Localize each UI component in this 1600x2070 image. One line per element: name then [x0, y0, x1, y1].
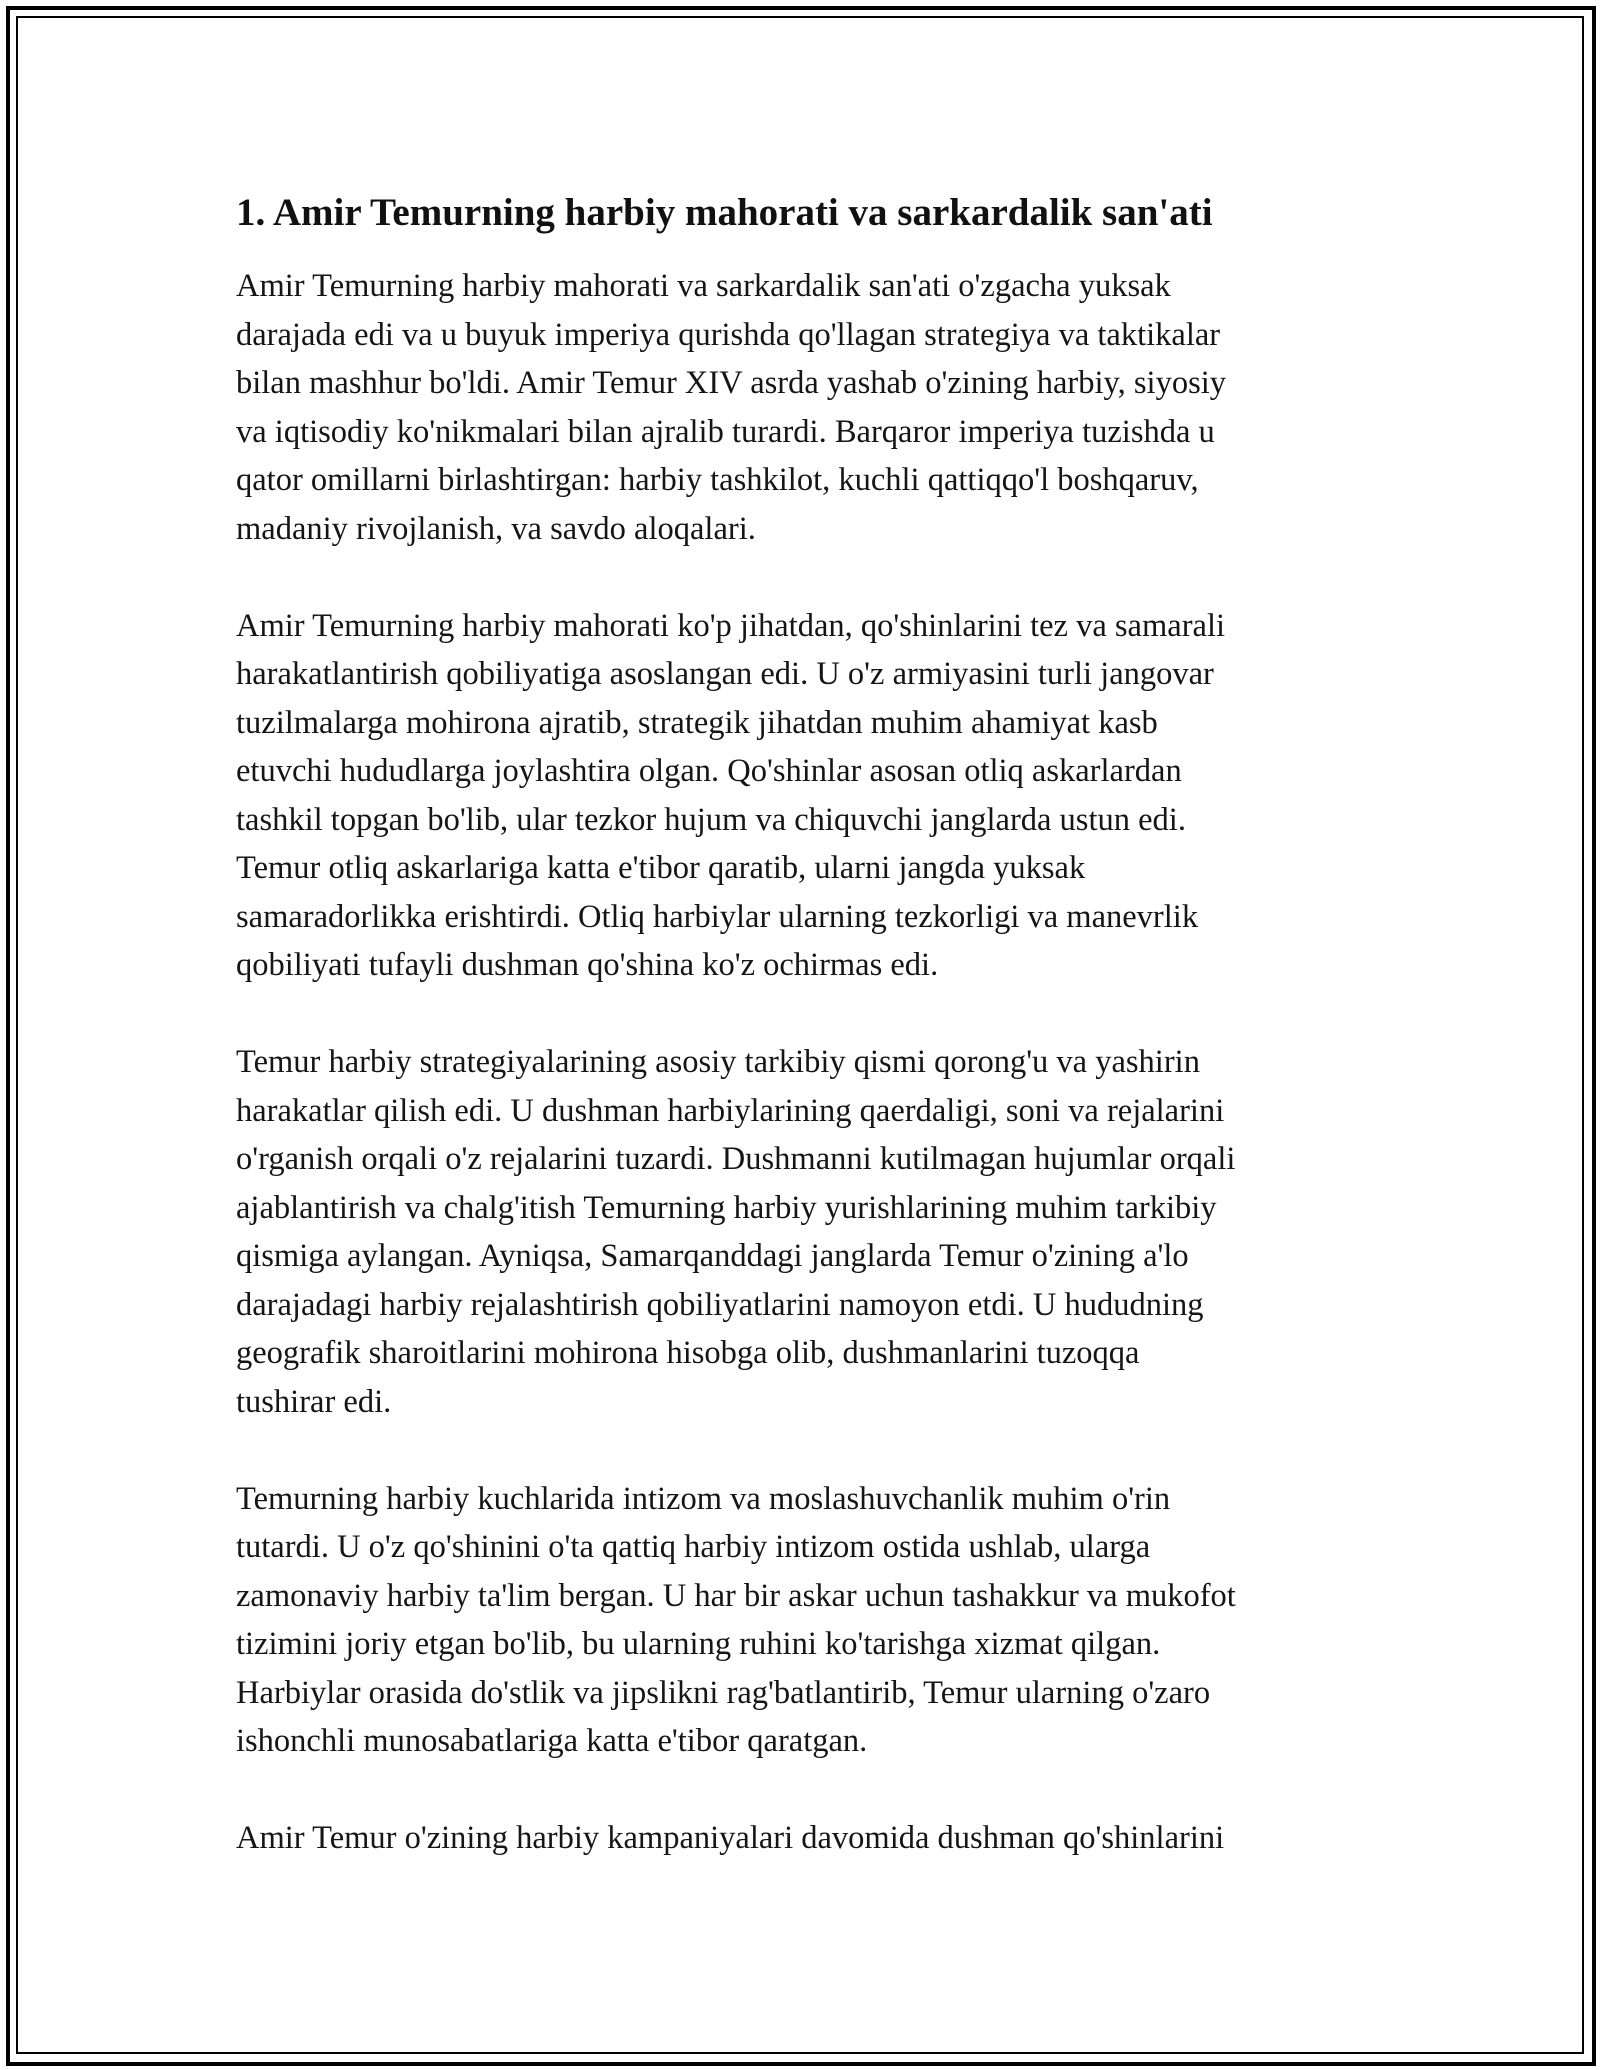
text-line: Amir Temur o'zining harbiy kampaniyalari davomida dushman qo'shinlarini [236, 1820, 1225, 1856]
paragraph [236, 262, 1396, 553]
text-line: qismiga aylangan. Ayniqsa, Samarqanddagi janglarda Temur o'zining a'lo [236, 1238, 1189, 1274]
text-line: samaradorlikka erishtirdi. Otliq harbiylar ularning tezkorligi va manevrlik [236, 898, 1199, 935]
text-line: Temurning harbiy kuchlarida intizom va moslashuvchanlik muhim o'rin [236, 1480, 1171, 1517]
text-line: tutardi. U o'z qo'shinini o'ta qattiq harbiy intizom ostida ushlab, ularga [236, 1529, 1151, 1565]
text-line: etuvchi hududlarga joylashtira olgan. Qo'shinlar asosan otliq askarlardan [236, 753, 1182, 789]
text-line: Amir Temurning harbiy mahorati ko'p jihatdan, qo'shinlarini tez va samarali [236, 607, 1225, 644]
text-line: ajablantirish va chalg'itish Temurning harbiy yurishlarining muhim tarkibiy [236, 1189, 1217, 1226]
text-line: harakatlantirish qobiliyatiga asoslangan edi. U o'z armiyasini turli jangovar [236, 656, 1214, 692]
text-line: tuzilmalarga mohirona ajratib, strategik jihatdan muhim ahamiyat kasb [236, 704, 1158, 741]
text-line: harakatlar qilish edi. U dushman harbiylarining qaerdaligi, soni va rejalarini [236, 1092, 1225, 1129]
text-line: geografik sharoitlarini mohirona hisobga olib, dushmanlarini tuzoqqa [236, 1335, 1140, 1371]
text-line: darajada edi va u buyuk imperiya qurishda qo'llagan strategiya va taktikalar [236, 316, 1221, 353]
text-line: Harbiylar orasida do'stlik va jipslikni rag'batlantirib, Temur ularning o'zaro [236, 1674, 1211, 1711]
text-line: Amir Temurning harbiy mahorati va sarkardalik san'ati o'zgacha yuksak [236, 268, 1171, 304]
paragraph [236, 1814, 1396, 1863]
text-line: Temur otliq askarlariga katta e'tibor qaratib, ularni jangda yuksak [236, 850, 1086, 886]
text-line: tizimini joriy etgan bo'lib, bu ularning ruhini ko'tarishga xizmat qilgan. [236, 1626, 1161, 1662]
paragraph [236, 602, 1396, 990]
paragraph [236, 1038, 1396, 1426]
text-line: Temur harbiy strategiyalarining asosiy tarkibiy qismi qorong'u va yashirin [236, 1044, 1200, 1080]
paragraph [236, 1475, 1396, 1766]
document-body [236, 188, 1396, 1911]
text-line: va iqtisodiy ko'nikmalari bilan ajralib turardi. Barqaror imperiya tuzishda u [236, 413, 1215, 450]
text-line: darajadagi harbiy rejalashtirish qobiliyatlarini namoyon etdi. U hududning [236, 1286, 1204, 1323]
page-title: 1. Amir Temurning harbiy mahorati va sarkardalik san'ati [236, 191, 1213, 234]
text-line: madaniy rivojlanish, va savdo aloqalari. [236, 510, 756, 547]
text-line: o'rganish orqali o'z rejalarini tuzardi. Dushmanni kutilmagan hujumlar orqali [236, 1141, 1236, 1177]
text-line: ishonchli munosabatlariga katta e'tibor qaratgan. [236, 1723, 868, 1759]
paragraph-list [236, 262, 1396, 1863]
text-line: qator omillarni birlashtirgan: harbiy tashkilot, kuchli qattiqqo'l boshqaruv, [236, 462, 1199, 498]
text-line: tashkil topgan bo'lib, ular tezkor hujum va chiquvchi janglarda ustun edi. [236, 801, 1186, 838]
text-line: zamonaviy harbiy ta'lim bergan. U har bir askar uchun tashakkur va mukofot [236, 1577, 1236, 1614]
text-line: qobiliyati tufayli dushman qo'shina ko'z ochirmas edi. [236, 947, 939, 983]
text-line: tushirar edi. [236, 1383, 392, 1420]
text-line: bilan mashhur bo'ldi. Amir Temur XIV asrda yashab o'zining harbiy, siyosiy [236, 365, 1227, 401]
